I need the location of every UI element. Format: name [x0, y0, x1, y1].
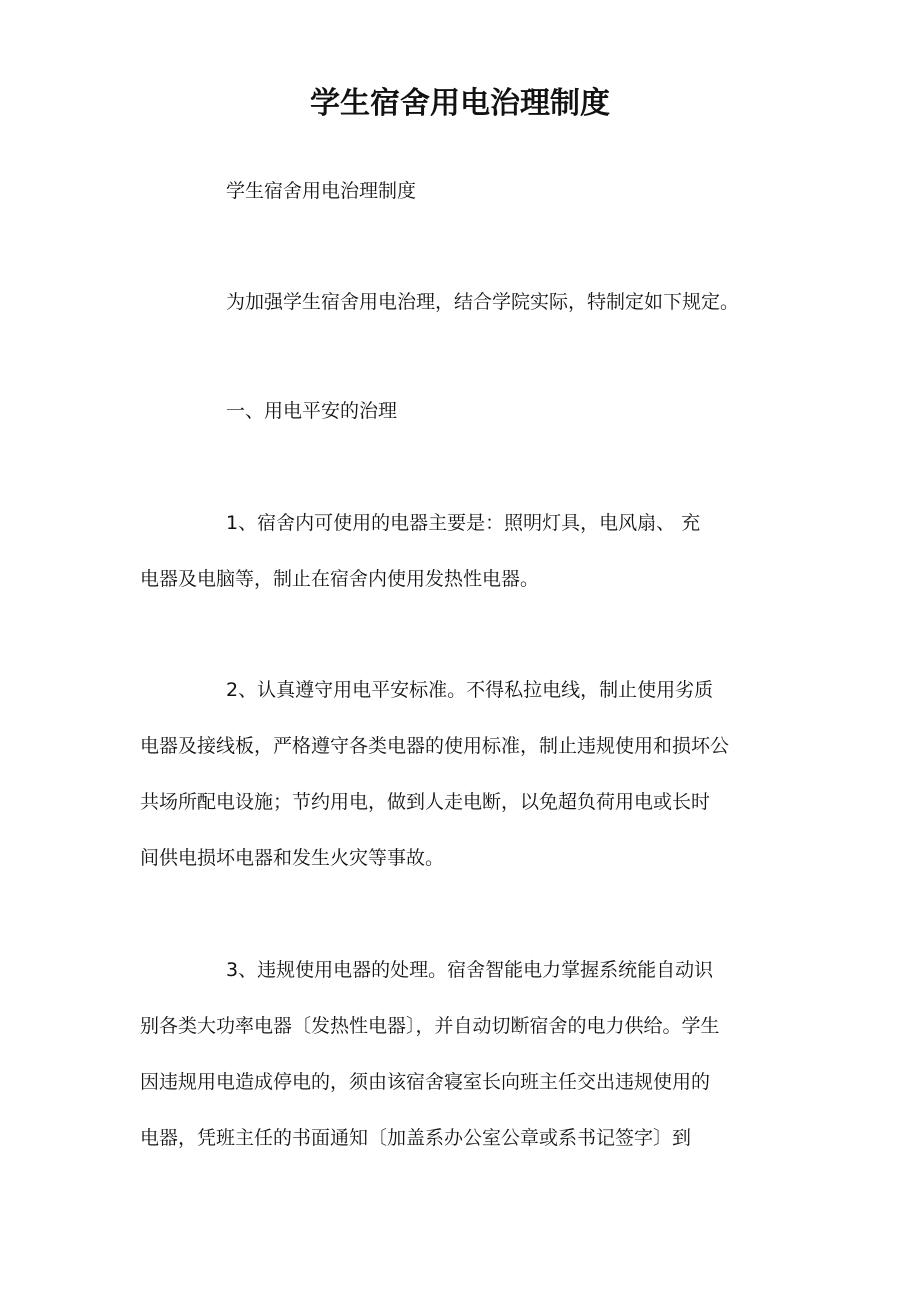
paragraph-3-line-1: 3、违规使用电器的处理。宿舍智能电力掌握系统能自动识 — [226, 959, 714, 981]
paragraph-1-line-1: 1、宿舍内可使用的电器主要是：照明灯具，电风扇、 充 — [226, 512, 701, 534]
paragraph-2-line-1: 2、认真遵守用电平安标准。不得私拉电线，制止使用劣质 — [226, 679, 714, 701]
paragraph-3-line-2: 别各类大功率电器〔发热性电器〕，并自动切断宿舍的电力供给。学生 — [140, 1015, 720, 1037]
paragraph-3-line-4: 电器，凭班主任的书面通知〔加盖系办公室公章或系书记签字〕到 — [140, 1127, 692, 1149]
intro-paragraph: 为加强学生宿舍用电治理，结合学院实际，特制定如下规定。 — [226, 291, 740, 313]
paragraph-1-line-2: 电器及电脑等，制止在宿舍内使用发热性电器。 — [140, 568, 540, 590]
paragraph-2-line-2: 电器及接线板，严格遵守各类电器的使用标准，制止违规使用和损坏公 — [140, 735, 730, 757]
paragraph-3-line-3: 因违规用电造成停电的，须由该宿舍寝室长向班主任交出违规使用的 — [140, 1071, 711, 1093]
section-heading: 一、用电平安的治理 — [226, 400, 398, 422]
document-subtitle: 学生宿舍用电治理制度 — [226, 180, 417, 202]
paragraph-2-line-3: 共场所配电设施；节约用电，做到人走电断，以免超负荷用电或长时 — [140, 791, 711, 813]
paragraph-2-line-4: 间供电损坏电器和发生火灾等事故。 — [140, 847, 445, 869]
document-title: 学生宿舍用电治理制度 — [310, 86, 610, 121]
